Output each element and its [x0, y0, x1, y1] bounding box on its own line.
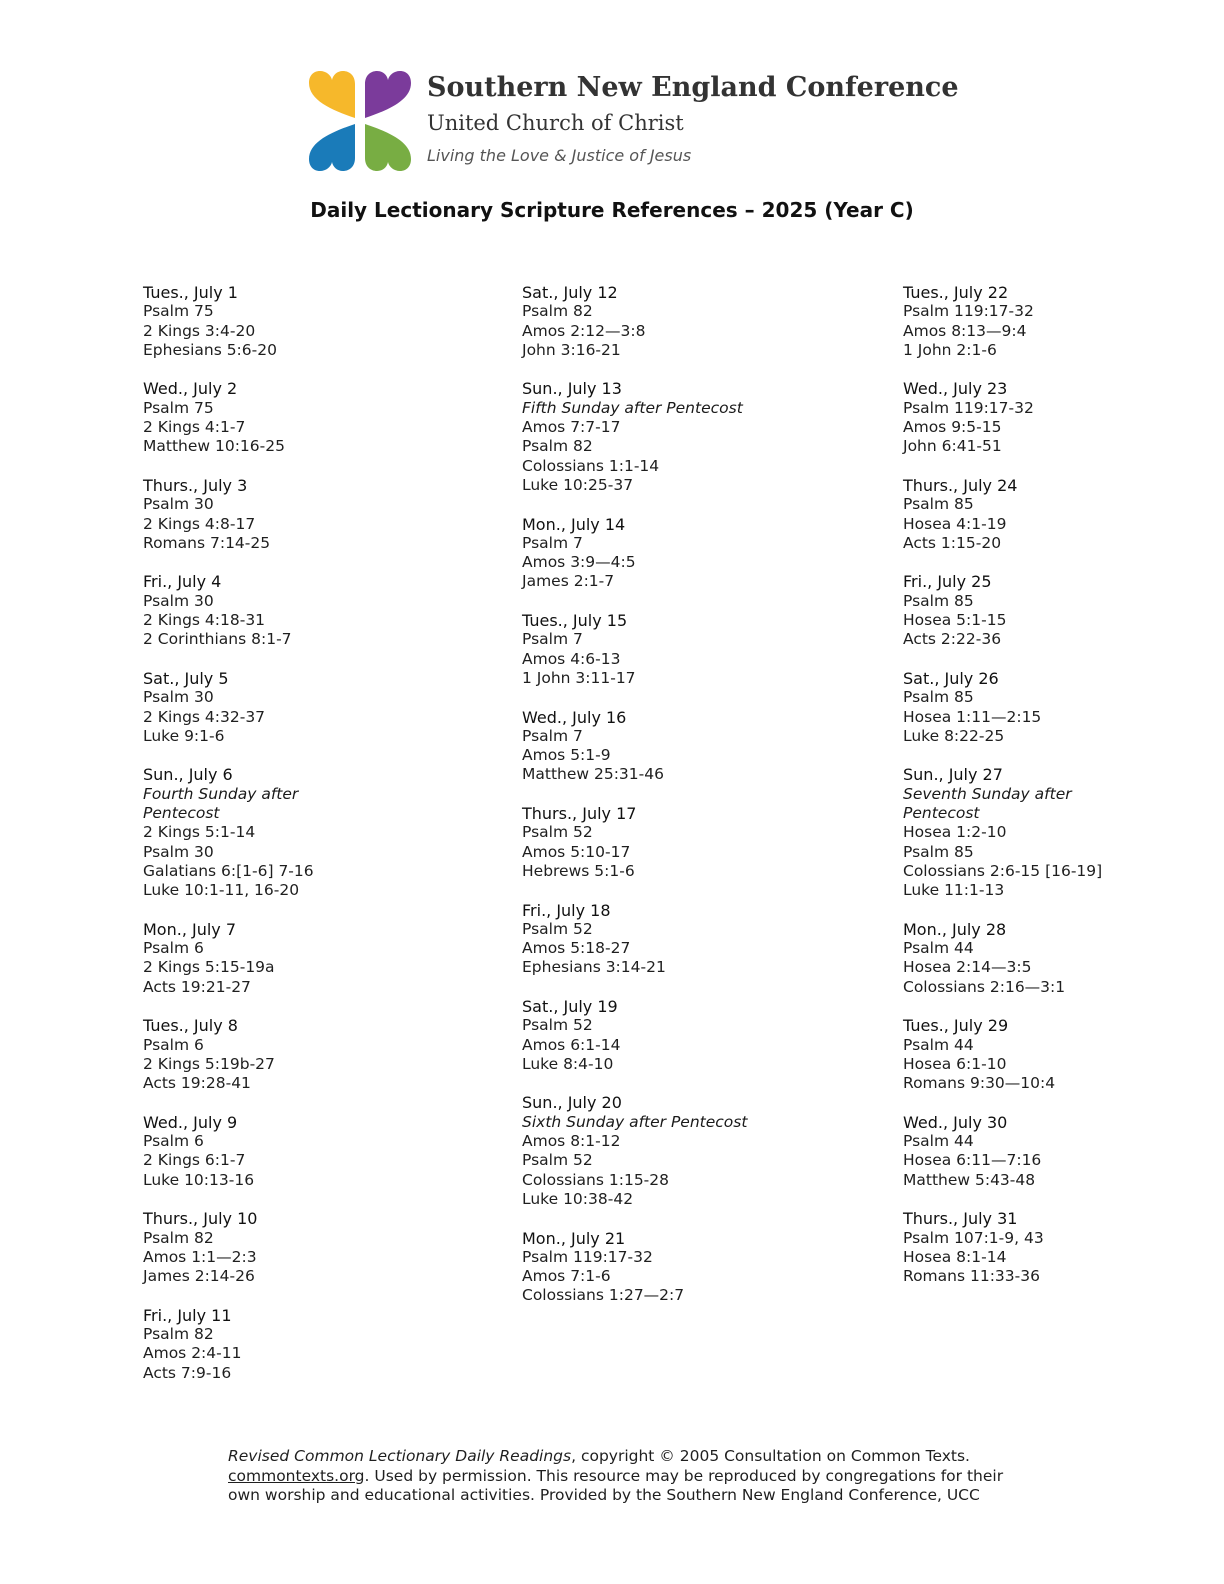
lectionary-column-1 [143, 283, 503, 1402]
entry-reading: Hosea 6:11—7:16 [903, 1151, 1042, 1170]
entry-reading: Psalm 119:17-32 [903, 302, 1034, 321]
entry-date: Sat., July 12 [522, 283, 618, 302]
entry-reading: Acts 7:9-16 [143, 1363, 232, 1382]
entry-reading: Matthew 5:43-48 [903, 1170, 1036, 1189]
entry-reading: Amos 8:13—9:4 [903, 321, 1027, 340]
entry-reading: 1 John 3:11-17 [522, 668, 636, 687]
entry-date: Wed., July 23 [903, 379, 1008, 399]
lectionary-entry [903, 1016, 1203, 1093]
entry-reading: Amos 3:9—4:5 [522, 553, 636, 572]
lectionary-entry [522, 283, 882, 360]
entry-reading: Psalm 30 [143, 688, 214, 707]
entry-reading: Matthew 25:31-46 [522, 765, 664, 784]
entry-date: Sun., July 13 [522, 379, 622, 399]
lectionary-entry [522, 804, 882, 881]
entry-reading: Hosea 1:2-10 [903, 823, 1007, 842]
entry-reading: Luke 10:38-42 [522, 1189, 634, 1208]
entry-reading: Acts 1:15-20 [903, 533, 1002, 552]
entry-reading: Psalm 85 [903, 688, 974, 707]
entry-reading: Amos 5:10-17 [522, 842, 631, 861]
entry-reading: John 6:41-51 [903, 437, 1002, 456]
lectionary-entry [143, 1113, 503, 1190]
entry-reading: Psalm 82 [143, 1228, 214, 1247]
entry-reading: Colossians 2:6-15 [16-19] [903, 861, 1103, 880]
entry-reading: Amos 5:18-27 [522, 939, 631, 958]
entry-reading: 2 Kings 5:15-19a [143, 958, 275, 977]
commontexts-link[interactable]: commontexts.org [228, 1466, 365, 1485]
entry-reading: Luke 8:4-10 [522, 1054, 614, 1073]
entry-reading: James 2:14-26 [143, 1267, 255, 1286]
entry-date: Thurs., July 10 [143, 1209, 258, 1229]
lectionary-entry [522, 901, 882, 978]
lectionary-entry [522, 379, 882, 495]
entry-reading: Psalm 85 [903, 495, 974, 514]
entry-reading: Amos 2:12—3:8 [522, 321, 646, 340]
entry-reading: Ephesians 3:14-21 [522, 958, 666, 977]
lectionary-entry [903, 669, 1203, 746]
entry-reading: Psalm 30 [143, 842, 214, 861]
entry-reading: Luke 10:25-37 [522, 475, 634, 494]
entry-reading: Romans 9:30—10:4 [903, 1074, 1056, 1093]
entry-reading: Colossians 1:15-28 [522, 1170, 670, 1189]
entry-reading: 2 Kings 4:1-7 [143, 418, 246, 437]
entry-reading: 2 Corinthians 8:1-7 [143, 630, 292, 649]
lectionary-entry [903, 1209, 1203, 1286]
footer-source-title: Revised Common Lectionary Daily Readings [228, 1447, 572, 1465]
lectionary-entry [903, 920, 1203, 997]
entry-date: Fri., July 25 [903, 572, 992, 592]
entry-reading: Hosea 2:14—3:5 [903, 958, 1032, 977]
entry-date: Thurs., July 31 [903, 1209, 1018, 1229]
entry-reading: Psalm 52 [522, 1151, 593, 1170]
entry-date: Thurs., July 17 [522, 804, 637, 824]
entry-reading: Hosea 1:11—2:15 [903, 707, 1042, 726]
entry-date: Mon., July 28 [903, 919, 1007, 939]
entry-date: Wed., July 2 [143, 379, 238, 399]
entry-reading: 2 Kings 5:19b-27 [143, 1054, 275, 1073]
entry-reading: 2 Kings 4:18-31 [143, 611, 266, 630]
entry-reading: Psalm 75 [143, 398, 214, 417]
entry-reading: Hebrews 5:1-6 [522, 861, 635, 880]
entry-date: Tues., July 1 [143, 283, 238, 302]
entry-reading: 2 Kings 5:1-14 [143, 823, 256, 842]
entry-reading: Galatians 6:[1-6] 7-16 [143, 861, 314, 880]
lectionary-entry [143, 379, 503, 456]
entry-date: Tues., July 15 [522, 611, 628, 631]
logo-blue-heart [309, 124, 355, 171]
entry-reading: Amos 9:5-15 [903, 418, 1002, 437]
entry-reading: Luke 10:13-16 [143, 1170, 255, 1189]
entry-date: Sat., July 26 [903, 668, 999, 688]
entry-reading: Psalm 85 [903, 842, 974, 861]
entry-occasion: Pentecost [143, 804, 220, 823]
entry-reading: Amos 1:1—2:3 [143, 1247, 257, 1266]
entry-date: Sun., July 20 [522, 1093, 622, 1113]
entry-reading: Psalm 85 [903, 591, 974, 610]
entry-date: Fri., July 4 [143, 572, 222, 592]
entry-date: Tues., July 22 [903, 283, 1009, 302]
entry-date: Fri., July 18 [522, 900, 611, 920]
lectionary-entry [522, 997, 882, 1074]
lectionary-entry [522, 708, 882, 785]
entry-reading: Luke 9:1-6 [143, 726, 225, 745]
entry-reading: Amos 5:1-9 [522, 746, 611, 765]
entry-date: Mon., July 21 [522, 1228, 626, 1248]
entry-reading: Colossians 2:16—3:1 [903, 977, 1066, 996]
lectionary-entry [522, 1093, 882, 1209]
entry-date: Wed., July 9 [143, 1112, 238, 1132]
footer-line-1 [228, 1447, 1088, 1467]
logo-yellow-heart [309, 71, 355, 118]
lectionary-entry [143, 920, 503, 997]
entry-reading: Psalm 119:17-32 [522, 1247, 653, 1266]
entry-reading: Psalm 119:17-32 [903, 398, 1034, 417]
entry-reading: Hosea 8:1-14 [903, 1247, 1007, 1266]
lectionary-entry [522, 1229, 882, 1306]
entry-reading: Romans 11:33-36 [903, 1267, 1040, 1286]
entry-reading: Romans 7:14-25 [143, 533, 271, 552]
entry-reading: Acts 19:28-41 [143, 1074, 251, 1093]
lectionary-column-3 [903, 283, 1203, 1306]
entry-date: Fri., July 11 [143, 1305, 232, 1325]
entry-reading: John 3:16-21 [522, 340, 621, 359]
entry-reading: Acts 2:22-36 [903, 630, 1002, 649]
lectionary-entry [522, 611, 882, 688]
entry-reading: Amos 2:4-11 [143, 1344, 242, 1363]
logo-purple-heart [365, 71, 411, 118]
entry-reading: Psalm 30 [143, 495, 214, 514]
entry-occasion: Sixth Sunday after Pentecost [522, 1112, 748, 1131]
entry-reading: Ephesians 5:6-20 [143, 340, 277, 359]
ucc-heart-cross-logo [309, 70, 411, 172]
entry-date: Sat., July 19 [522, 996, 618, 1016]
entry-reading: Psalm 52 [522, 919, 593, 938]
entry-reading: Psalm 107:1-9, 43 [903, 1228, 1044, 1247]
lectionary-entry [143, 1306, 503, 1383]
lectionary-entry [903, 379, 1203, 456]
entry-date: Thurs., July 24 [903, 475, 1018, 495]
lectionary-entry [143, 476, 503, 553]
entry-occasion: Seventh Sunday after [903, 784, 1072, 803]
lectionary-entry [903, 1113, 1203, 1190]
entry-reading: Luke 11:1-13 [903, 881, 1005, 900]
entry-date: Mon., July 7 [143, 919, 237, 939]
page-title: Daily Lectionary Scripture References – 2025 (Year C) [310, 198, 914, 222]
entry-reading: Psalm 7 [522, 726, 583, 745]
entry-reading: Amos 4:6-13 [522, 649, 621, 668]
lectionary-entry [903, 765, 1203, 900]
lectionary-entry [143, 572, 503, 649]
entry-reading: Matthew 10:16-25 [143, 437, 285, 456]
entry-date: Wed., July 16 [522, 707, 627, 727]
lectionary-entry [143, 765, 503, 900]
lectionary-entry [143, 283, 503, 360]
entry-date: Sat., July 5 [143, 668, 229, 688]
entry-reading: Psalm 82 [522, 437, 593, 456]
lectionary-entry [522, 515, 882, 592]
entry-reading: Psalm 30 [143, 591, 214, 610]
org-subtitle: United Church of Christ [427, 111, 684, 135]
lectionary-column-2 [522, 283, 882, 1325]
entry-reading: Hosea 6:1-10 [903, 1054, 1007, 1073]
entry-occasion: Pentecost [903, 804, 980, 823]
entry-date: Mon., July 14 [522, 514, 626, 534]
lectionary-entry [143, 1016, 503, 1093]
entry-occasion: Fourth Sunday after [143, 784, 299, 803]
entry-reading: Luke 8:22-25 [903, 726, 1005, 745]
entry-reading: Psalm 44 [903, 1035, 974, 1054]
entry-date: Tues., July 29 [903, 1016, 1009, 1036]
entry-reading: Psalm 82 [522, 302, 593, 321]
lectionary-entry [143, 669, 503, 746]
entry-reading: 2 Kings 3:4-20 [143, 321, 256, 340]
lectionary-entry [903, 572, 1203, 649]
org-name: Southern New England Conference [427, 72, 959, 103]
copyright-footer [228, 1447, 1088, 1506]
entry-reading: Psalm 7 [522, 630, 583, 649]
footer-copyright: , copyright © 2005 Consultation on Common Texts. [571, 1447, 970, 1465]
entry-date: Thurs., July 3 [143, 475, 248, 495]
entry-reading: Psalm 75 [143, 302, 214, 321]
entry-reading: Hosea 4:1-19 [903, 514, 1007, 533]
entry-reading: Psalm 52 [522, 1016, 593, 1035]
entry-reading: Psalm 52 [522, 823, 593, 842]
entry-reading: Luke 10:1-11, 16-20 [143, 881, 300, 900]
entry-reading: Amos 7:7-17 [522, 418, 621, 437]
org-tagline: Living the Love & Justice of Jesus [427, 146, 692, 165]
entry-date: Sun., July 27 [903, 765, 1003, 785]
footer-permission-1: . Used by permission. This resource may be reproduced by congregations for their [364, 1466, 1004, 1485]
entry-reading: Psalm 6 [143, 939, 204, 958]
entry-reading: Amos 7:1-6 [522, 1267, 611, 1286]
footer-line-3: own worship and educational activities. Provided by the Southern New England Conference, UCC [228, 1486, 980, 1504]
lectionary-entry [903, 283, 1203, 360]
entry-reading: 2 Kings 4:32-37 [143, 707, 266, 726]
lectionary-entry [903, 476, 1203, 553]
entry-reading: Amos 8:1-12 [522, 1132, 621, 1151]
entry-reading: Acts 19:21-27 [143, 977, 251, 996]
entry-reading: Psalm 6 [143, 1035, 204, 1054]
entry-reading: Hosea 5:1-15 [903, 611, 1007, 630]
entry-date: Sun., July 6 [143, 765, 233, 785]
entry-reading: Psalm 7 [522, 533, 583, 552]
entry-reading: Psalm 82 [143, 1325, 214, 1344]
entry-reading: 2 Kings 4:8-17 [143, 514, 256, 533]
entry-date: Wed., July 30 [903, 1112, 1008, 1132]
entry-reading: 1 John 2:1-6 [903, 340, 997, 359]
entry-reading: Psalm 44 [903, 939, 974, 958]
entry-reading: Amos 6:1-14 [522, 1035, 621, 1054]
entry-reading: Colossians 1:1-14 [522, 456, 660, 475]
entry-date: Tues., July 8 [143, 1016, 238, 1036]
footer-line-2 [228, 1467, 1088, 1487]
lectionary-entry [143, 1209, 503, 1286]
entry-occasion: Fifth Sunday after Pentecost [522, 398, 743, 417]
entry-reading: James 2:1-7 [522, 572, 615, 591]
entry-reading: Psalm 6 [143, 1132, 204, 1151]
entry-reading: 2 Kings 6:1-7 [143, 1151, 246, 1170]
logo-green-heart [365, 124, 411, 171]
entry-reading: Colossians 1:27—2:7 [522, 1286, 685, 1305]
entry-reading: Psalm 44 [903, 1132, 974, 1151]
